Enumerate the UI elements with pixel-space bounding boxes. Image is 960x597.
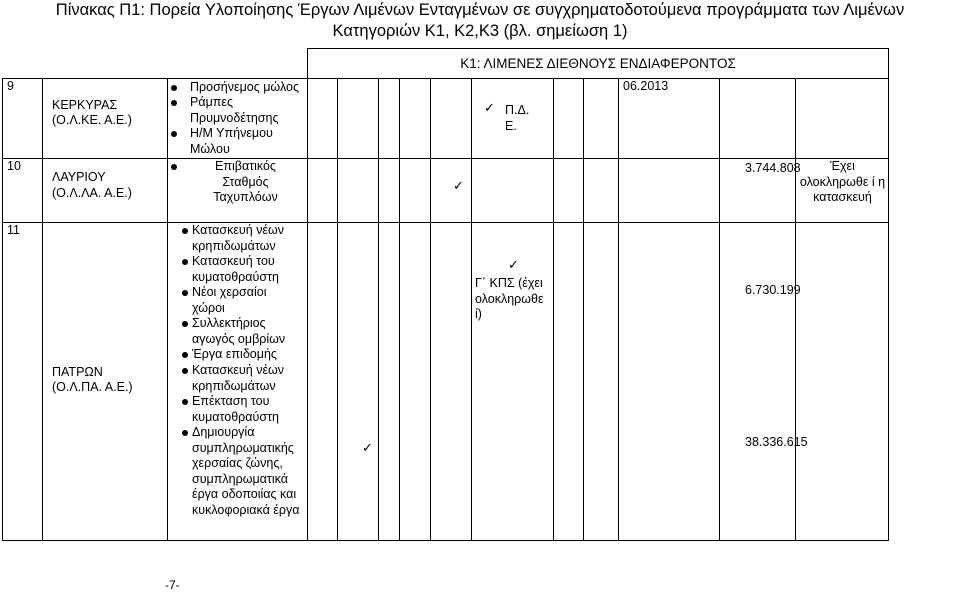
- page-number: -7-: [165, 578, 180, 592]
- port-cell: [43, 223, 168, 541]
- empty-cell: [379, 223, 400, 541]
- work-item: Προσήνεμος μώλος: [171, 80, 296, 95]
- works-cell: [168, 159, 308, 223]
- row-number: 11: [3, 223, 43, 541]
- works-cell: [168, 79, 308, 159]
- note-text: Έχει ολοκληρωθε ί η κατασκευή: [799, 159, 886, 204]
- empty-cell: [472, 159, 554, 223]
- empty-cell: [554, 223, 584, 541]
- projects-table: [2, 48, 889, 541]
- work-item: Η/Μ Υπήνεμου Μώλου: [171, 126, 296, 157]
- port-name: ΠΑΤΡΩΝ: [52, 365, 103, 379]
- document-title-line1: Πίνακας Π1: Πορεία Υλοποίησης Έργων Λιμένων Ενταγμένων σε συγχρηματοδοτούμενα προγράμματα των Λιμένων: [55, 1, 905, 19]
- bullet-icon: [171, 164, 177, 170]
- check-mark-icon: ✓: [508, 258, 519, 273]
- amount-cell: [720, 223, 808, 541]
- amount-value: 38.336.615: [745, 435, 808, 449]
- empty-cell: [431, 79, 472, 159]
- work-item: Κατασκευή νέων κρηπιδωμάτων: [182, 223, 307, 254]
- empty-cell: [796, 223, 889, 541]
- check-mark-icon: ✓: [362, 441, 373, 456]
- amount-cell: [720, 159, 801, 223]
- empty-cell: [584, 159, 619, 223]
- port-cell: [43, 79, 168, 159]
- port-cell: [43, 159, 168, 223]
- document-title-line2: Κατηγοριών Κ1, Κ2,Κ3 (βλ. σημείωση 1): [332, 22, 628, 40]
- port-authority: (Ο.Λ.ΛΑ. Α.Ε.): [52, 186, 132, 200]
- work-item: Δημιουργία συμπληρωματικής χερσαίας ζώνης, συμπληρωματικά έργα οδοποιίας και κυκλοφοριακά έργα: [182, 425, 307, 533]
- amount-value: 6.730.199: [745, 283, 801, 297]
- empty-cell: [400, 223, 431, 541]
- work-item: Επέκταση του κυματοθραύστη: [182, 394, 307, 425]
- port-name: ΚΕΡΚΥΡΑΣ: [52, 98, 118, 112]
- status-cell: [472, 223, 554, 541]
- empty-cell: [308, 159, 338, 223]
- empty-cell: [308, 79, 338, 159]
- empty-cell: [308, 223, 338, 541]
- empty-cell: [379, 159, 400, 223]
- port-name: ΛΑΥΡΙΟΥ: [52, 170, 106, 184]
- empty-cell: [720, 79, 796, 159]
- work-item: Κατασκευή του κυματοθραύστη: [182, 254, 307, 285]
- port-authority: (Ο.Λ.ΠΑ. Α.Ε.): [52, 380, 133, 394]
- completion-date: 06.2013: [623, 79, 669, 93]
- work-item: Ράμπες Πρυμνοδέτησης: [171, 95, 296, 126]
- work-item: Νέοι χερσαίοι χώροι: [182, 285, 307, 316]
- date-cell: [619, 79, 720, 159]
- row-number: 10: [3, 159, 43, 223]
- empty-cell: [554, 159, 584, 223]
- category-header: Κ1: ΛΙΜΕΝΕΣ ΔΙΕΘΝΟΥΣ ΕΝΔΙΑΦΕΡΟΝΤΟΣ: [308, 49, 889, 79]
- blank-header-cell: [3, 49, 308, 79]
- empty-cell: [400, 159, 431, 223]
- port-authority: (Ο.Λ.ΚΕ. Α.Ε.): [52, 113, 132, 127]
- empty-cell: [796, 79, 889, 159]
- empty-cell: [431, 223, 472, 541]
- empty-cell: [584, 223, 619, 541]
- check-cell: [338, 223, 379, 541]
- empty-cell: [379, 79, 400, 159]
- check-cell: [431, 159, 472, 223]
- empty-cell: [338, 159, 379, 223]
- work-item: Κατασκευή νέων κρηπιδωμάτων: [182, 363, 307, 394]
- empty-cell: [400, 79, 431, 159]
- empty-cell: [554, 79, 584, 159]
- amount-value: 3.744.808: [745, 161, 801, 175]
- empty-cell: [584, 79, 619, 159]
- check-mark-icon: ✓: [453, 179, 464, 194]
- status-cell: [472, 79, 554, 159]
- works-cell: [168, 223, 308, 541]
- status-text: Γ΄ ΚΠΣ (έχει ολοκληρωθε ί): [475, 276, 544, 321]
- work-item: Έργα επιδομής: [182, 347, 307, 363]
- work-item: Επιβατικός Σταθμός Ταχυπλόων: [213, 159, 278, 204]
- empty-cell: [338, 79, 379, 159]
- check-mark-icon: ✓: [484, 101, 495, 116]
- empty-cell: [619, 223, 720, 541]
- status-text: Π.Δ. Ε.: [505, 103, 530, 133]
- note-cell: [796, 159, 889, 223]
- empty-cell: [619, 159, 720, 223]
- row-number: 9: [3, 79, 43, 159]
- work-item: Συλλεκτήριος αγωγός ομβρίων: [182, 316, 307, 347]
